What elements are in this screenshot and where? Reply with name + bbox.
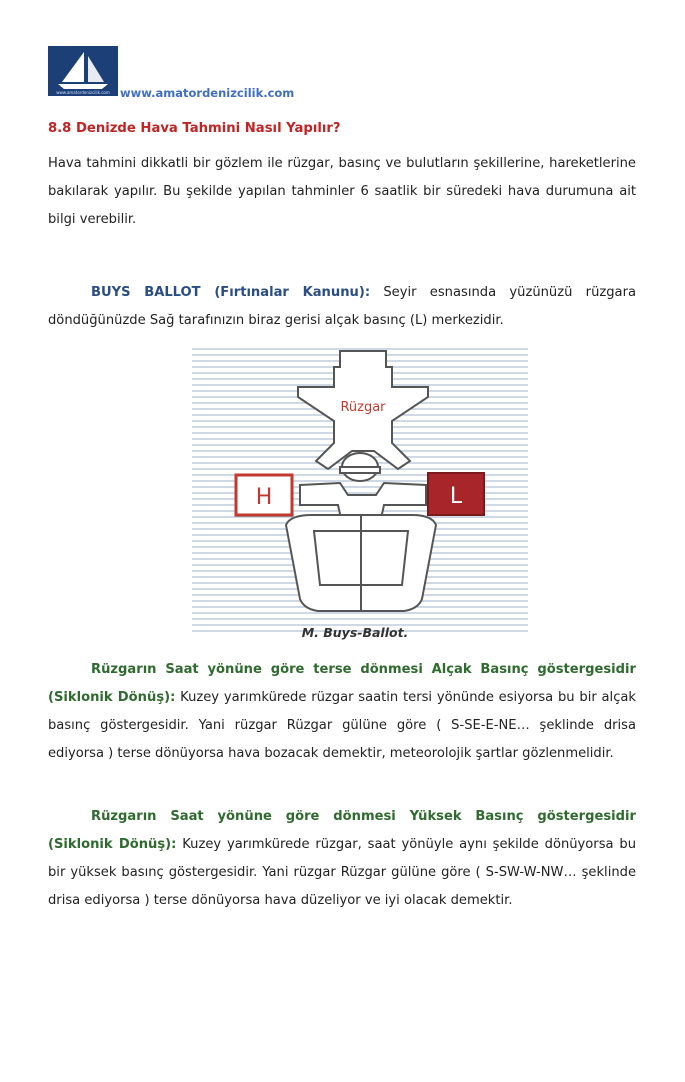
sailboat-logo <box>48 46 118 96</box>
section-title: 8.8 Denizde Hava Tahmini Nasıl Yapılır? <box>48 121 341 136</box>
high-pressure-sign <box>236 475 292 515</box>
buys-ballot-figure <box>190 345 530 641</box>
low-label: L <box>449 484 463 509</box>
high-pressure-text: Kuzey yarımkürede rüzgar, saat yönüyle aynı şekilde dönüyorsa bu bir yüksek basınç göstergesidir. Yani rüzgar Rüzgar gülüne göre ( S-SW-W-NW… şeklinde drisa ediyorsa ) terse dönüyorsa hava düzeliyor ve iyi olacak demektir. <box>48 837 636 908</box>
figure-caption: M. Buys-Ballot. <box>301 625 409 640</box>
low-pressure-text: Kuzey yarımkürede rüzgar saatin tersi yönünde esiyorsa bu bir alçak basınç göstergesidir. Yani rüzgar Rüzgar gülüne göre ( S-SE-E-NE… şeklinde drisa ediyorsa ) terse dönüyorsa hava bozacak demektir, meteorolojik şartlar gözlenmelidir. <box>48 690 636 761</box>
buys-ballot-text: Seyir esnasında yüzünüzü rüzgara döndüğünüzde Sağ tarafınızın biraz gerisi alçak basınç (L) merkezidir. <box>48 285 636 328</box>
low-pressure-paragraph <box>48 656 636 768</box>
intro-paragraph: Hava tahmini dikkatli bir gözlem ile rüzgar, basınç ve bulutların şekillerine, hareketlerine bakılarak yapılır. Bu şekilde yapılan tahminler 6 saatlik bir süredeki hava durumuna ait bilgi verebilir. <box>48 156 636 227</box>
low-pressure-sign <box>428 473 484 515</box>
svg-text:www.amatordenizcilik.com: www.amatordenizcilik.com <box>56 90 110 95</box>
high-label: H <box>255 485 273 510</box>
buys-ballot-paragraph <box>48 279 636 335</box>
page-header <box>48 46 348 100</box>
buys-ballot-heading: BUYS BALLOT (Fırtınalar Kanunu): <box>91 285 371 300</box>
sailboat-icon <box>48 46 118 96</box>
high-pressure-paragraph <box>48 803 636 915</box>
site-url-link[interactable]: www.amatordenizcilik.com <box>120 86 295 100</box>
sailor-figure <box>286 453 436 611</box>
wind-label: Rüzgar <box>340 400 386 415</box>
high-pressure-heading: Rüzgarın Saat yönüne göre dönmesi Yüksek Basınç göstergesidir (Siklonik Dönüş): <box>48 809 636 852</box>
low-pressure-heading: Rüzgarın Saat yönüne göre terse dönmesi Alçak Basınç göstergesidir (Siklonik Dönüş): <box>48 662 636 705</box>
